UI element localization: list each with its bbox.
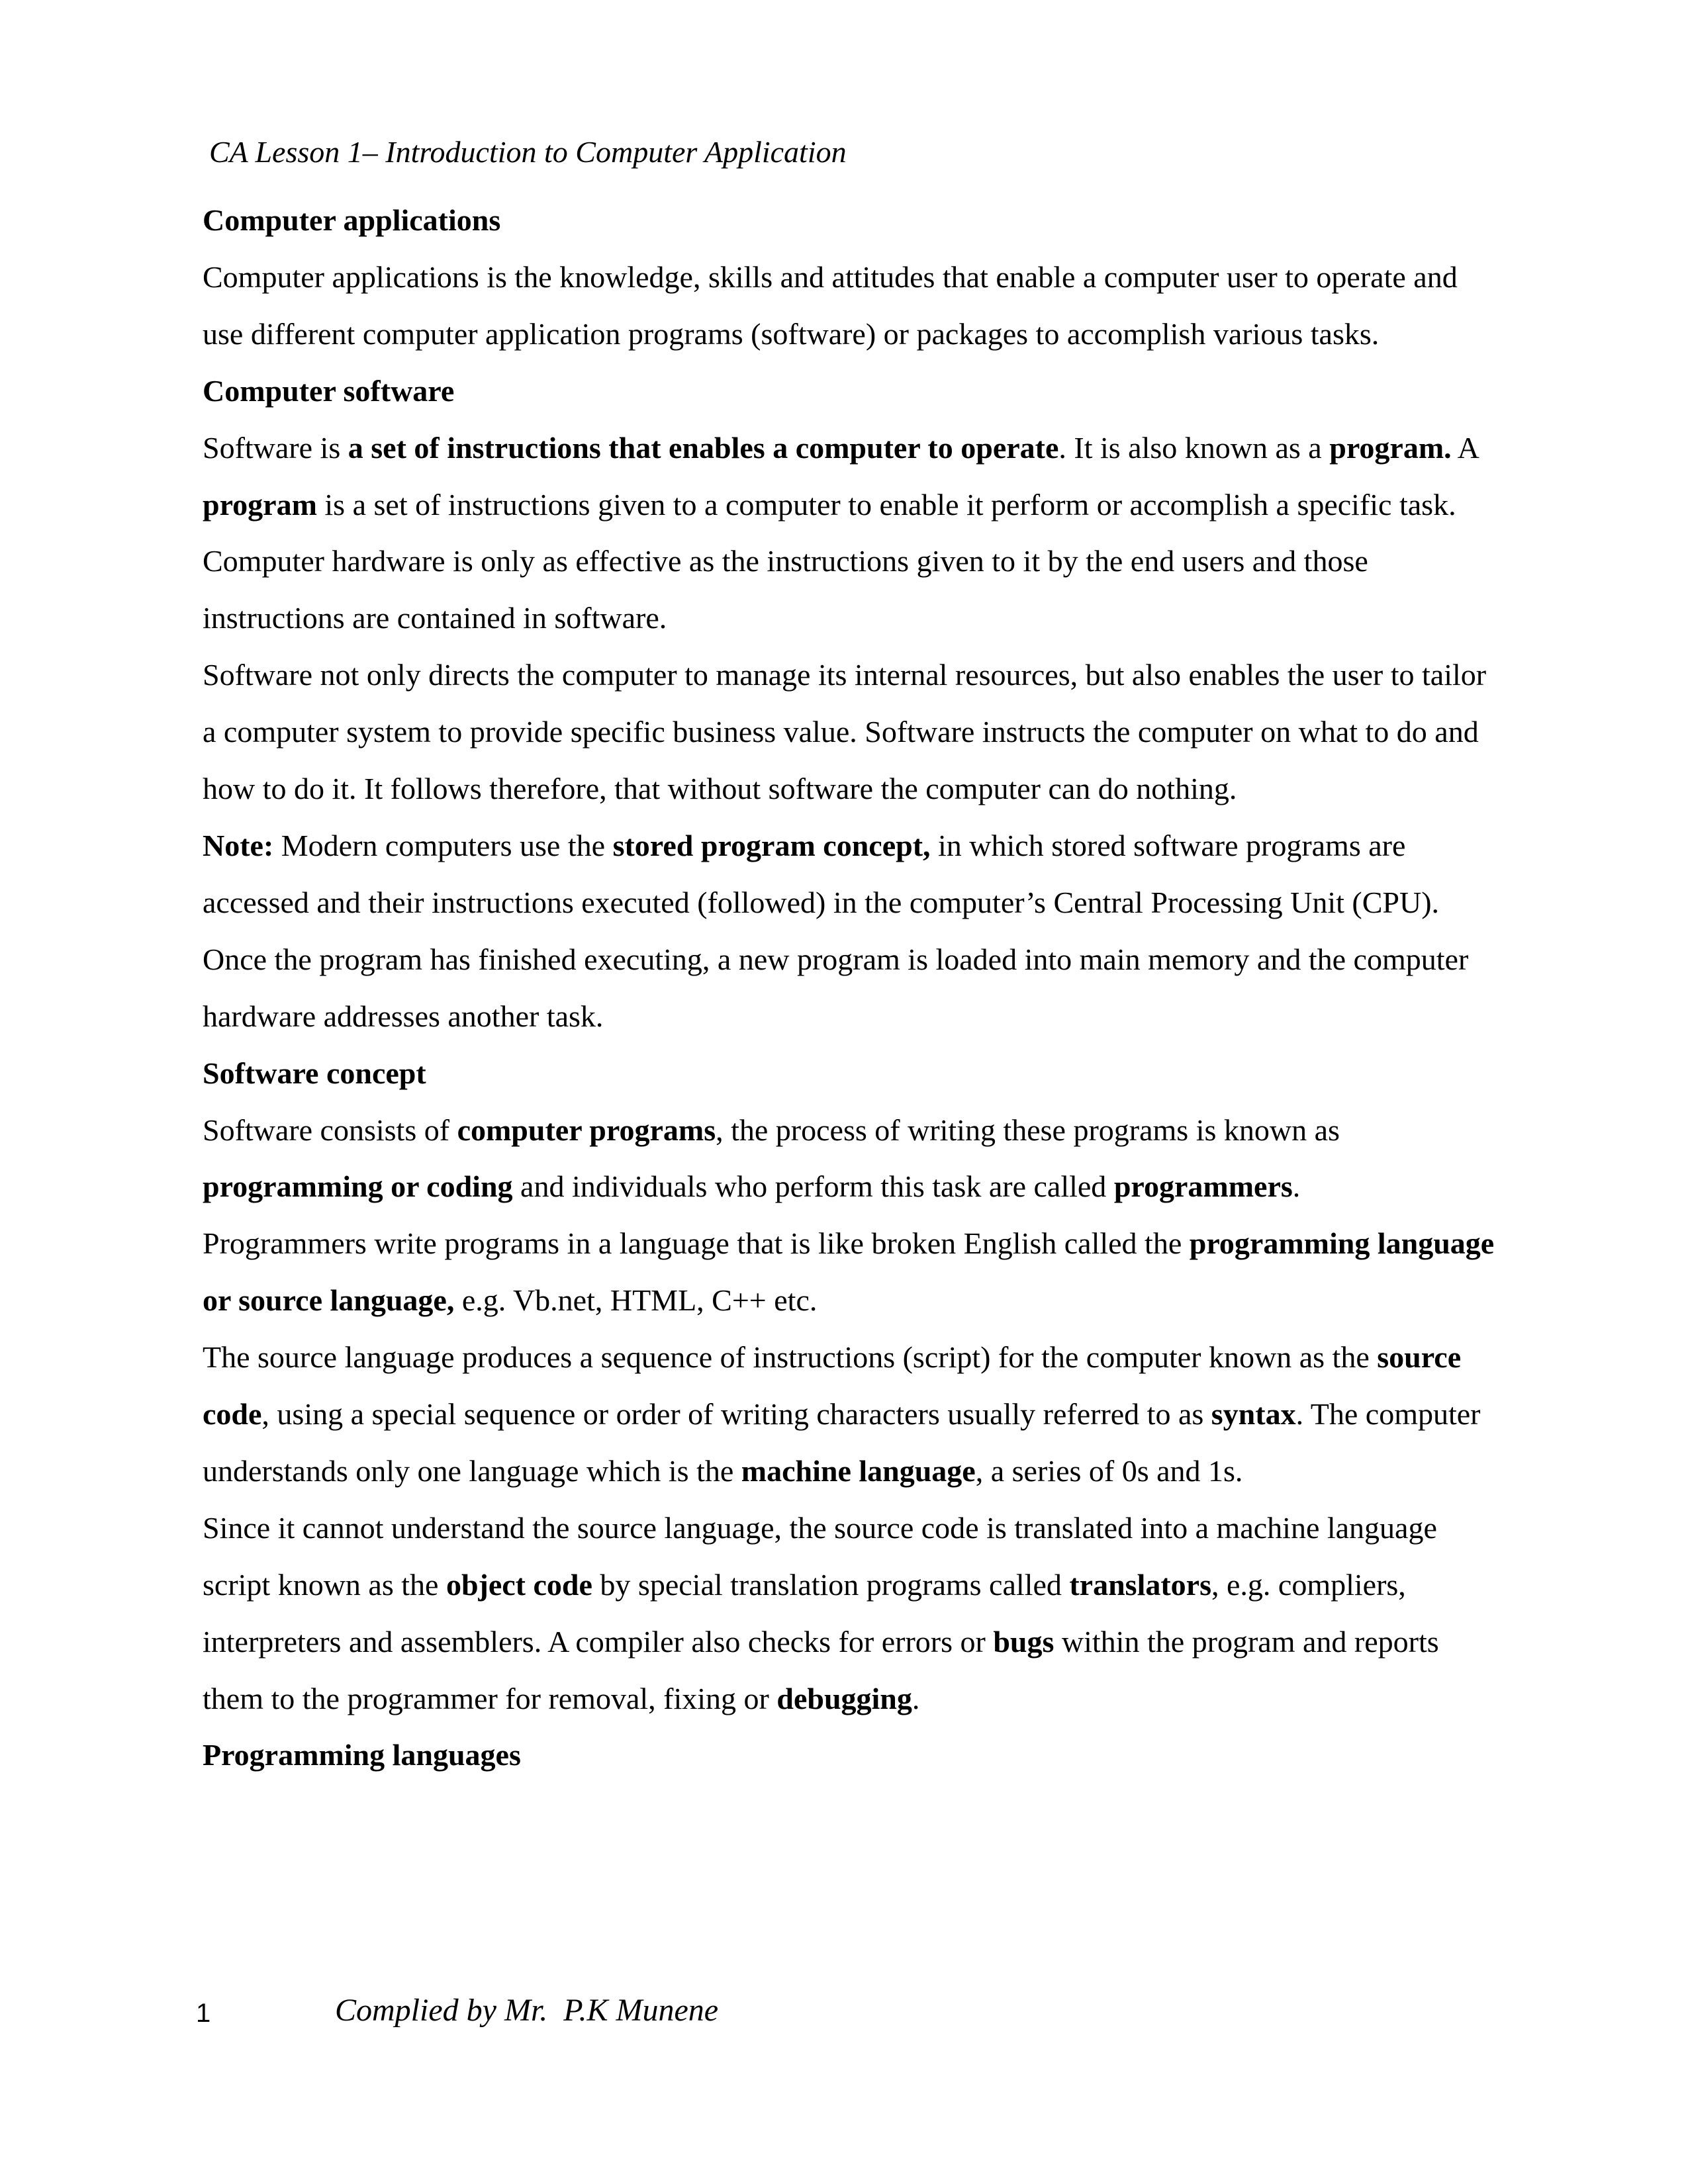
heading-computer-applications: Computer applications bbox=[203, 203, 501, 237]
bold-term: programming language or source language, bbox=[203, 1226, 1495, 1318]
paragraph-computer-applications: Computer applications is the knowledge, skills and attitudes that enable a computer user to operate and use different computer application programs (software) or packages to accomplish various tasks. bbox=[203, 259, 1458, 351]
bold-term: machine language bbox=[741, 1453, 976, 1488]
footer-credit: Complied by Mr. P.K Munene bbox=[335, 1993, 719, 2028]
footer-page-number: 1 bbox=[196, 1999, 211, 2028]
bold-term: bugs bbox=[993, 1624, 1055, 1659]
paragraph-software-consists: Software consists of computer programs, the process of writing these programs is known as programming or coding and individuals who perform this task are called programmers. bbox=[203, 1113, 1340, 1204]
paragraph-note: Note: Modern computers use the stored program concept, in which stored software programs are accessed and their instructions executed (followed) in the computer’s Central Processing Unit (CPU). Once the program has finished executing, a new program is loaded into main memory and the computer hardware addresses another task. bbox=[203, 828, 1469, 1033]
bold-term: programming or coding bbox=[203, 1169, 513, 1204]
bold-term: stored program concept, bbox=[612, 828, 931, 862]
bold-term: program bbox=[203, 487, 317, 522]
bold-term: source code bbox=[203, 1340, 1462, 1432]
paragraph-software-role: Software not only directs the computer to manage its internal resources, but also enables the user to tailor a computer system to provide specific business value. Software instructs the computer on what to do and how to do it. It follows therefore, that without software the computer can do nothing. bbox=[203, 658, 1487, 806]
bold-term: computer programs bbox=[457, 1113, 716, 1147]
heading-software-concept: Software concept bbox=[203, 1056, 426, 1090]
note-label: Note: bbox=[203, 828, 274, 862]
bold-term: program. bbox=[1329, 430, 1452, 465]
page-header-title: CA Lesson 1– Introduction to Computer Application bbox=[209, 135, 847, 169]
paragraph-programmers-write: Programmers write programs in a language that is like broken English called the programming language or source language, e.g. Vb.net, HTML, C++ etc. bbox=[203, 1226, 1495, 1318]
document-body bbox=[203, 192, 1500, 1784]
paragraph-source-language: The source language produces a sequence of instructions (script) for the computer known as the source code, using a special sequence or order of writing characters usually referred to as syntax. The computer understands only one language which is the machine language, a series of 0s and 1s. bbox=[203, 1340, 1481, 1488]
heading-programming-languages: Programming languages bbox=[203, 1738, 521, 1772]
bold-term: object code bbox=[445, 1567, 592, 1602]
paragraph-translators: Since it cannot understand the source language, the source code is translated into a machine language script known as the object code by special translation programs called translators, e.g. compliers, interpreters and assemblers. A compiler also checks for errors or bugs within the program and reports them to the programmer for removal, fixing or debugging. bbox=[203, 1510, 1439, 1715]
bold-term: translators bbox=[1069, 1567, 1211, 1602]
bold-term: programmers bbox=[1113, 1169, 1293, 1204]
bold-term: debugging bbox=[776, 1681, 912, 1715]
bold-term: syntax bbox=[1211, 1397, 1296, 1432]
bold-term: a set of instructions that enables a computer to operate bbox=[348, 430, 1059, 465]
heading-computer-software: Computer software bbox=[203, 373, 455, 408]
paragraph-software-definition: Software is a set of instructions that enables a computer to operate. It is also known as a program. A program is a set of instructions given to a computer to enable it perform or accomplish a specific task. Computer hardware is only as effective as the instructions given to it by the end users and those instructions are contained in software. bbox=[203, 430, 1478, 635]
